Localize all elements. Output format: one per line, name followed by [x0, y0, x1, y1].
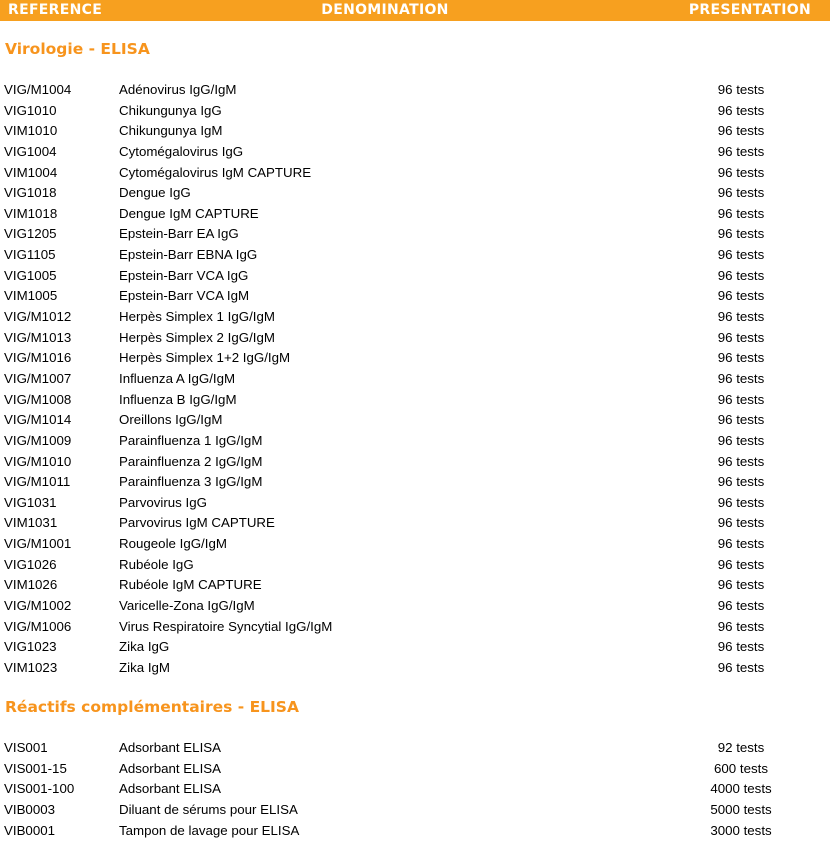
reference-cell: VIG1010	[4, 102, 57, 118]
denomination-cell: Parvovirus IgM CAPTURE	[119, 515, 275, 531]
denomination-cell: Virus Respiratoire Syncytial IgG/IgM	[119, 618, 333, 634]
reference-cell: VIG/M1014	[4, 412, 72, 428]
reference-cell: VIM1031	[4, 515, 58, 531]
table-row	[0, 142, 830, 163]
denomination-cell: Tampon de lavage pour ELISA	[119, 822, 300, 838]
denomination-cell: Oreillons IgG/IgM	[119, 412, 223, 428]
table-row	[0, 183, 830, 204]
presentation-cell: 96 tests	[717, 370, 765, 386]
denomination-cell: Epstein-Barr EA IgG	[119, 226, 239, 242]
table-row	[0, 348, 830, 369]
presentation-cell: 96 tests	[717, 247, 765, 263]
presentation-cell: 96 tests	[717, 267, 765, 283]
table-row	[0, 658, 830, 679]
table-row	[0, 410, 830, 431]
reference-cell: VIG/M1012	[4, 309, 72, 325]
reference-cell: VIG1031	[4, 494, 57, 510]
reference-cell: VIG/M1004	[4, 82, 72, 97]
denomination-cell: Influenza A IgG/IgM	[119, 370, 236, 386]
presentation-cell: 96 tests	[717, 391, 765, 407]
denomination-cell: Chikungunya IgG	[119, 102, 222, 118]
reference-cell: VIS001-15	[4, 760, 67, 776]
denomination-cell: Adénovirus IgG/IgM	[119, 82, 237, 97]
presentation-cell: 96 tests	[717, 226, 765, 242]
table-row	[0, 204, 830, 225]
presentation-cell: 96 tests	[717, 185, 765, 201]
table-row	[0, 493, 830, 514]
denomination-cell: Zika IgG	[119, 639, 170, 655]
denomination-cell: Parainfluenza 2 IgG/IgM	[119, 453, 263, 469]
reference-cell: VIM1005	[4, 288, 58, 304]
table-row	[0, 286, 830, 307]
reference-cell: VIG/M1008	[4, 391, 72, 407]
header-denomination: DENOMINATION	[321, 2, 449, 18]
table-row	[0, 266, 830, 287]
header-reference: REFERENCE	[8, 2, 103, 18]
table-row	[0, 779, 830, 800]
denomination-cell: Parainfluenza 3 IgG/IgM	[119, 474, 263, 490]
presentation-cell: 96 tests	[717, 556, 765, 572]
reference-cell: VIM1018	[4, 205, 58, 221]
table-row	[0, 390, 830, 411]
presentation-cell: 96 tests	[717, 82, 765, 97]
presentation-cell: 96 tests	[717, 598, 765, 614]
table-row	[0, 555, 830, 576]
presentation-cell: 600 tests	[714, 760, 768, 776]
product-table-reactifs	[0, 738, 830, 841]
presentation-cell: 96 tests	[717, 350, 765, 366]
table-row	[0, 163, 830, 184]
denomination-cell: Dengue IgG	[119, 185, 191, 201]
table-row	[0, 431, 830, 452]
reference-cell: VIG1105	[4, 247, 56, 263]
denomination-cell: Adsorbant ELISA	[119, 760, 222, 776]
presentation-cell: 96 tests	[717, 618, 765, 634]
denomination-cell: Epstein-Barr VCA IgG	[119, 267, 249, 283]
reference-cell: VIG/M1016	[4, 350, 72, 366]
reference-cell: VIS001-100	[4, 781, 75, 797]
presentation-cell: 96 tests	[717, 329, 765, 345]
denomination-cell: Diluant de sérums pour ELISA	[119, 801, 298, 817]
presentation-cell: 96 tests	[717, 474, 765, 490]
reference-cell: VIS001	[4, 740, 48, 755]
denomination-cell: Zika IgM	[119, 659, 170, 675]
denomination-cell: Varicelle-Zona IgG/IgM	[119, 598, 255, 614]
denomination-cell: Adsorbant ELISA	[119, 781, 222, 797]
denomination-cell: Cytomégalovirus IgM CAPTURE	[119, 164, 312, 180]
table-row	[0, 759, 830, 780]
table-row	[0, 534, 830, 555]
presentation-cell: 96 tests	[717, 515, 765, 531]
table-row	[0, 821, 830, 841]
presentation-cell: 96 tests	[717, 164, 765, 180]
presentation-cell: 5000 tests	[710, 801, 772, 817]
table-row	[0, 575, 830, 596]
section-title-reactifs: Réactifs complémentaires - ELISA	[5, 698, 299, 716]
presentation-cell: 96 tests	[717, 143, 765, 159]
presentation-cell: 96 tests	[717, 577, 765, 593]
presentation-cell: 92 tests	[717, 740, 765, 755]
denomination-cell: Herpès Simplex 1 IgG/IgM	[119, 309, 275, 325]
reference-cell: VIB0001	[4, 822, 56, 838]
table-row	[0, 101, 830, 122]
reference-cell: VIM1004	[4, 164, 58, 180]
table-row	[0, 328, 830, 349]
denomination-cell: Chikungunya IgM	[119, 123, 223, 139]
table-header	[0, 0, 830, 21]
presentation-cell: 4000 tests	[710, 781, 772, 797]
reference-cell: VIG1018	[4, 185, 57, 201]
reference-cell: VIG1023	[4, 639, 57, 655]
table-row	[0, 637, 830, 658]
denomination-cell: Herpès Simplex 1+2 IgG/IgM	[119, 350, 291, 366]
table-row	[0, 224, 830, 245]
table-row	[0, 617, 830, 638]
denomination-cell: Influenza B IgG/IgM	[119, 391, 237, 407]
table-row	[0, 80, 830, 101]
reference-cell: VIG/M1001	[4, 536, 72, 552]
table-row	[0, 513, 830, 534]
denomination-cell: Cytomégalovirus IgG	[119, 143, 244, 159]
reference-cell: VIG1026	[4, 556, 57, 572]
reference-cell: VIG/M1006	[4, 618, 72, 634]
denomination-cell: Adsorbant ELISA	[119, 740, 222, 755]
presentation-cell: 96 tests	[717, 309, 765, 325]
presentation-cell: 96 tests	[717, 494, 765, 510]
presentation-cell: 96 tests	[717, 412, 765, 428]
reference-cell: VIG/M1007	[4, 370, 72, 386]
table-row	[0, 307, 830, 328]
reference-cell: VIG1205	[4, 226, 57, 242]
presentation-cell: 96 tests	[717, 288, 765, 304]
reference-cell: VIG/M1009	[4, 432, 72, 448]
presentation-cell: 3000 tests	[710, 822, 772, 838]
reference-cell: VIG1004	[4, 143, 57, 159]
presentation-cell: 96 tests	[717, 205, 765, 221]
table-row	[0, 472, 830, 493]
reference-cell: VIM1023	[4, 659, 58, 675]
table-row	[0, 452, 830, 473]
reference-cell: VIM1026	[4, 577, 58, 593]
section-title-virologie: Virologie - ELISA	[5, 40, 150, 58]
presentation-cell: 96 tests	[717, 639, 765, 655]
table-row	[0, 800, 830, 821]
table-row	[0, 738, 830, 759]
reference-cell: VIG/M1011	[4, 474, 71, 490]
header-presentation: PRESENTATION	[688, 2, 811, 18]
reference-cell: VIG/M1013	[4, 329, 72, 345]
presentation-cell: 96 tests	[717, 102, 765, 118]
denomination-cell: Dengue IgM CAPTURE	[119, 205, 259, 221]
presentation-cell: 96 tests	[717, 453, 765, 469]
presentation-cell: 96 tests	[717, 123, 765, 139]
product-table-virologie	[0, 80, 830, 679]
reference-cell: VIG/M1010	[4, 453, 72, 469]
reference-cell: VIB0003	[4, 801, 56, 817]
reference-cell: VIG1005	[4, 267, 57, 283]
denomination-cell: Rougeole IgG/IgM	[119, 536, 227, 552]
table-row	[0, 245, 830, 266]
table-row	[0, 596, 830, 617]
presentation-cell: 96 tests	[717, 432, 765, 448]
reference-cell: VIM1010	[4, 123, 58, 139]
presentation-cell: 96 tests	[717, 659, 765, 675]
denomination-cell: Rubéole IgM CAPTURE	[119, 577, 262, 593]
table-row	[0, 121, 830, 142]
denomination-cell: Epstein-Barr EBNA IgG	[119, 247, 258, 263]
reference-cell: VIG/M1002	[4, 598, 72, 614]
denomination-cell: Epstein-Barr VCA IgM	[119, 288, 250, 304]
denomination-cell: Parainfluenza 1 IgG/IgM	[119, 432, 263, 448]
presentation-cell: 96 tests	[717, 536, 765, 552]
denomination-cell: Rubéole IgG	[119, 556, 194, 572]
denomination-cell: Parvovirus IgG	[119, 494, 207, 510]
denomination-cell: Herpès Simplex 2 IgG/IgM	[119, 329, 275, 345]
table-row	[0, 369, 830, 390]
